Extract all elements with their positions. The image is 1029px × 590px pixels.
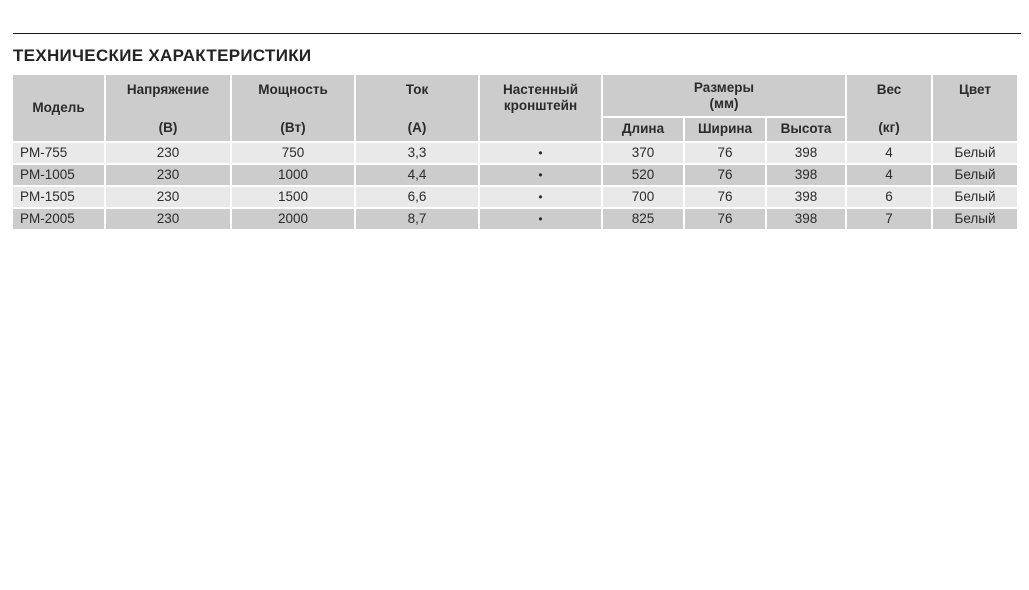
header-cell-voltage	[106, 75, 230, 141]
cell-width: 76	[685, 187, 765, 207]
header-voltage-unit: (В)	[158, 120, 178, 135]
cell-model: PM-755	[13, 143, 104, 163]
cell-height: 398	[767, 187, 845, 207]
cell-length: 700	[603, 187, 683, 207]
header-cell-model: Модель	[13, 75, 104, 141]
header-cell-bracket: Настенный кронштейн	[480, 75, 601, 141]
page-title: ТЕХНИЧЕСКИЕ ХАРАКТЕРИСТИКИ	[13, 46, 312, 65]
cell-height: 398	[767, 165, 845, 185]
header-cell-width: Ширина	[685, 118, 765, 141]
header-current-label: Ток	[405, 82, 429, 97]
cell-width: 76	[685, 209, 765, 229]
header-row-main	[13, 75, 1017, 116]
cell-weight: 4	[847, 165, 931, 185]
header-cell-length: Длина	[603, 118, 683, 141]
cell-power: 1000	[232, 165, 354, 185]
spec-table-body	[13, 143, 1017, 229]
table-row	[13, 143, 1017, 163]
cell-voltage: 230	[106, 187, 230, 207]
table-row	[13, 165, 1017, 185]
header-cell-color: Цвет	[933, 75, 1017, 141]
cell-length: 520	[603, 165, 683, 185]
header-voltage-label: Напряжение	[126, 82, 210, 97]
cell-height: 398	[767, 209, 845, 229]
header-power-unit: (Вт)	[280, 120, 306, 135]
cell-voltage: 230	[106, 209, 230, 229]
cell-color: Белый	[933, 143, 1017, 163]
cell-power: 2000	[232, 209, 354, 229]
cell-model: PM-1505	[13, 187, 104, 207]
cell-bracket-dot: •	[480, 143, 601, 163]
header-cell-dimensions	[603, 75, 845, 116]
cell-current: 6,6	[356, 187, 478, 207]
header-dimensions-label: Размеры	[693, 80, 755, 96]
header-weight-unit: (кг)	[878, 120, 900, 135]
cell-width: 76	[685, 165, 765, 185]
header-cell-height: Высота	[767, 118, 845, 141]
spec-table-header	[13, 75, 1017, 141]
cell-length: 825	[603, 209, 683, 229]
spec-table	[11, 73, 1019, 231]
cell-height: 398	[767, 143, 845, 163]
cell-voltage: 230	[106, 143, 230, 163]
cell-length: 370	[603, 143, 683, 163]
cell-current: 3,3	[356, 143, 478, 163]
cell-width: 76	[685, 143, 765, 163]
header-cell-current	[356, 75, 478, 141]
cell-color: Белый	[933, 187, 1017, 207]
cell-color: Белый	[933, 209, 1017, 229]
cell-voltage: 230	[106, 165, 230, 185]
cell-weight: 4	[847, 143, 931, 163]
cell-weight: 6	[847, 187, 931, 207]
header-weight-label: Вес	[876, 82, 902, 97]
cell-power: 1500	[232, 187, 354, 207]
cell-current: 8,7	[356, 209, 478, 229]
table-row	[13, 187, 1017, 207]
header-dimensions-unit: (мм)	[709, 96, 739, 112]
cell-bracket-dot: •	[480, 209, 601, 229]
header-cell-power	[232, 75, 354, 141]
cell-model: PM-1005	[13, 165, 104, 185]
cell-power: 750	[232, 143, 354, 163]
cell-model: PM-2005	[13, 209, 104, 229]
header-cell-weight	[847, 75, 931, 141]
cell-color: Белый	[933, 165, 1017, 185]
cell-current: 4,4	[356, 165, 478, 185]
title-divider-rule	[13, 33, 1021, 34]
header-current-unit: (А)	[407, 120, 427, 135]
cell-bracket-dot: •	[480, 187, 601, 207]
header-power-label: Мощность	[258, 82, 328, 97]
cell-weight: 7	[847, 209, 931, 229]
cell-bracket-dot: •	[480, 165, 601, 185]
table-row	[13, 209, 1017, 229]
